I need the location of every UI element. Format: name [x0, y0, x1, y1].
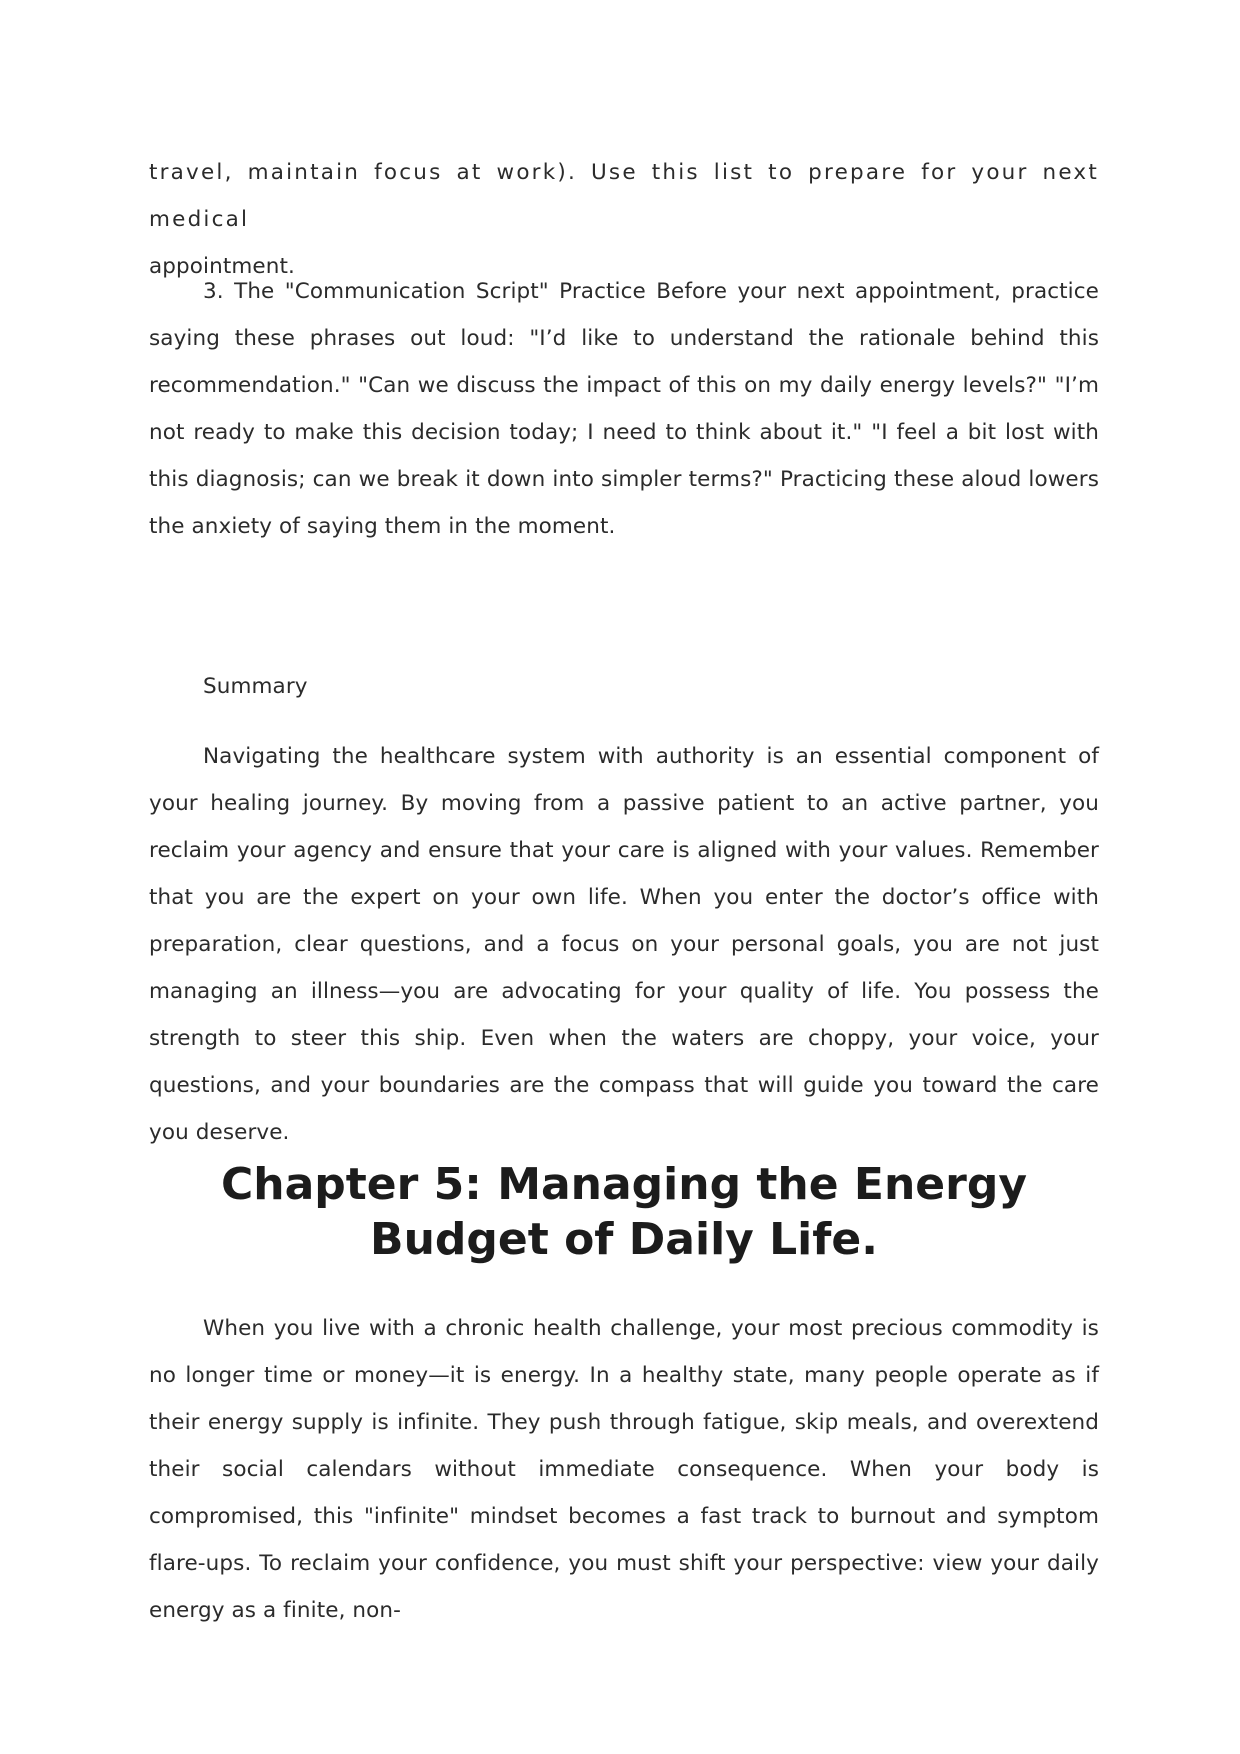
- paragraph-continuation-line1: travel, maintain focus at work). Use this list to prepare for your next medical: [149, 160, 1099, 232]
- summary-paragraph: Navigating the healthcare system with authority is an essential component of your healing journey. By moving from a passive patient to an active partner, you reclaim your agency and ensure that your care is aligned with your values. Remember that you are the expert on your own life. When you enter the doctor’s office with preparation, clear questions, and a focus on your personal goals, you are not just managing an illness—you are advocating for your quality of life. You possess the strength to steer this ship. Even when the waters are choppy, your voice, your questions, and your boundaries are the compass that will guide you toward the care you deserve.: [149, 744, 1099, 1145]
- paragraph-continuation-line2: appointment.: [149, 254, 295, 279]
- chapter-intro-paragraph: When you live with a chronic health challenge, your most precious commodity is no longer time or money—it is energy. In a healthy state, many people operate as if their energy supply is infinite. They push through fatigue, skip meals, and overextend their social calendars without immediate consequence. When your body is compromised, this "infinite" mindset becomes a fast track to burnout and symptom flare-ups. To reclaim your confidence, you must shift your perspective: view your daily energy as a finite, non-: [149, 1316, 1099, 1623]
- chapter-title: Chapter 5: Managing the Energy Budget of Daily Life.: [220, 1159, 1028, 1265]
- summary-heading: Summary: [203, 674, 308, 699]
- communication-script-paragraph: 3. The "Communication Script" Practice Before your next appointment, practice saying these phrases out loud: "I’d like to understand the rationale behind this recommendation." "Can we discuss the impact of this on my daily energy levels?" "I’m not ready to make this decision today; I need to think about it." "I feel a bit lost with this diagnosis; can we break it down into simpler terms?" Practicing these aloud lowers the anxiety of saying them in the moment.: [149, 279, 1099, 539]
